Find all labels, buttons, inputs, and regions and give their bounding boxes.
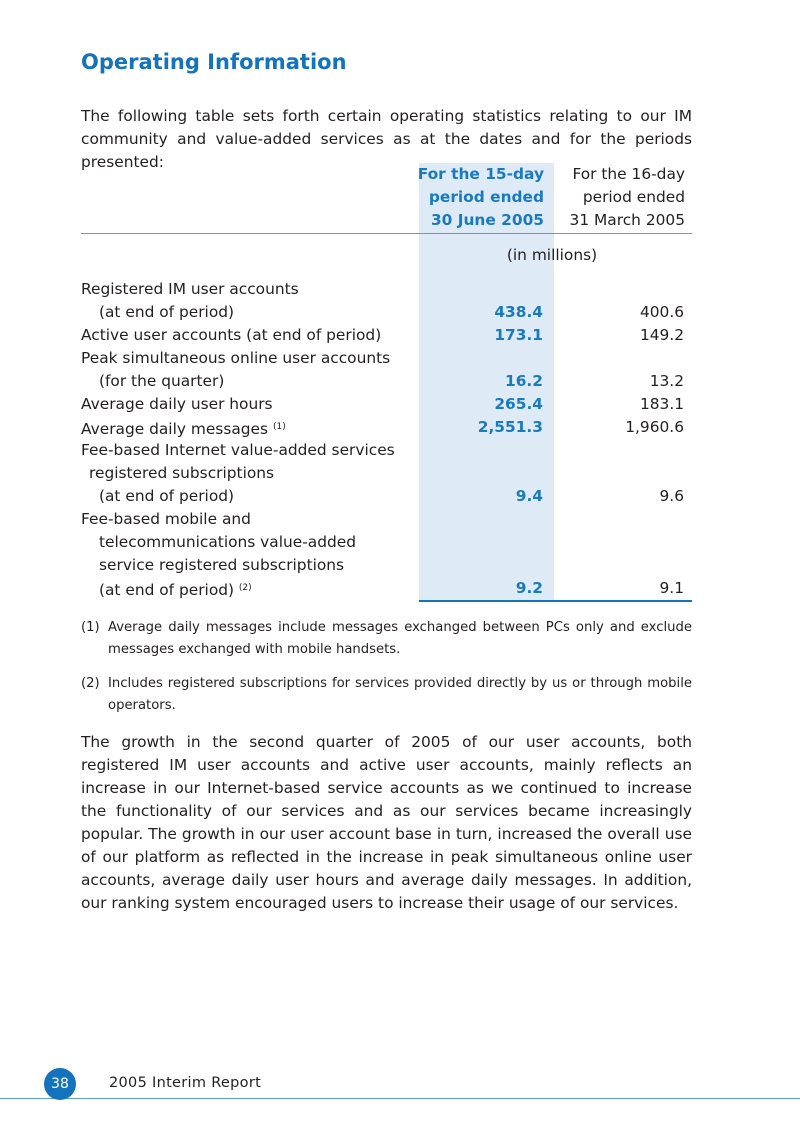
footnote-2-text: Includes registered subscriptions for services provided directly by us or through mobile operators. [108, 676, 692, 713]
table-row [81, 554, 692, 577]
footnote-2 [81, 673, 692, 717]
row-label [99, 554, 344, 577]
row-label-text: registered subscriptions [89, 464, 275, 482]
value-previous-period: 9.6 [659, 487, 684, 505]
row-label [99, 577, 252, 602]
table-bottom-rule [419, 600, 692, 602]
col-header-current [384, 163, 544, 232]
page-heading: Operating Information [81, 50, 347, 74]
value-previous-period: 13.2 [649, 372, 684, 390]
row-label [99, 485, 234, 508]
footnote-marker: (1) [272, 422, 286, 432]
operating-stats-table [81, 278, 692, 600]
value-previous-period: 1,960.6 [625, 418, 684, 436]
row-label [81, 508, 251, 531]
col-header-previous-line-2: period ended [582, 188, 685, 206]
row-label [99, 531, 356, 554]
footnote-1-text: Average daily messages include messages exchanged between PCs only and exclude messages exchanged with mobile handsets. [108, 620, 692, 657]
value-previous-period: 9.1 [659, 579, 684, 597]
col-header-current-line-1: For the 15-day [417, 165, 544, 183]
row-label-text: Fee-based Internet value-added services [81, 441, 395, 459]
col-header-previous-line-1: For the 16-day [572, 165, 685, 183]
table-units: (in millions) [506, 246, 598, 264]
footnote-2-number: (2) [81, 676, 100, 691]
table-row [81, 370, 692, 393]
footnote-marker: (2) [238, 583, 252, 593]
value-current-period: 173.1 [494, 326, 543, 344]
value-current-period: 16.2 [505, 372, 543, 390]
value-current-period: 265.4 [494, 395, 543, 413]
table-row [81, 324, 692, 347]
row-label [89, 462, 274, 485]
row-label [81, 324, 381, 347]
value-previous-period: 149.2 [639, 326, 684, 344]
table-row [81, 462, 692, 485]
table-header-rule [81, 233, 692, 234]
footnote-1 [81, 617, 692, 661]
row-label-text: Registered IM user accounts [81, 280, 299, 298]
row-label-text: Active user accounts (at end of period) [81, 326, 382, 344]
row-label [99, 301, 234, 324]
table-row [81, 416, 692, 439]
footnote-1-number: (1) [81, 620, 100, 635]
footer-title: 2005 Interim Report [109, 1075, 262, 1091]
page-number-badge: 38 [44, 1068, 76, 1100]
table-row [81, 439, 692, 462]
row-label-text: Average daily user hours [81, 395, 273, 413]
footer-rule [0, 1098, 800, 1099]
intro-paragraph: The following table sets forth certain operating statistics relating to our IM community and value-added services as at the dates and for the periods presented: [81, 107, 692, 171]
table-row [81, 508, 692, 531]
row-label [81, 416, 286, 441]
value-previous-period: 400.6 [639, 303, 684, 321]
table-row [81, 393, 692, 416]
table-row [81, 485, 692, 508]
table-row [81, 347, 692, 370]
row-label-text: (at end of period) [99, 581, 235, 599]
row-label-text: (at end of period) [99, 303, 235, 321]
value-current-period: 9.2 [515, 579, 543, 597]
row-label [81, 347, 390, 370]
row-label-text: (for the quarter) [99, 372, 225, 390]
col-header-previous [525, 163, 685, 232]
row-label-text: telecommunications value-added [99, 533, 356, 551]
row-label [99, 370, 224, 393]
col-header-previous-line-3: 31 March 2005 [569, 211, 685, 229]
table-row [81, 531, 692, 554]
row-label-text: (at end of period) [99, 487, 235, 505]
row-label-text: Fee-based mobile and [81, 510, 251, 528]
table-row [81, 301, 692, 324]
table-row [81, 577, 692, 600]
row-label [81, 439, 395, 462]
value-previous-period: 183.1 [639, 395, 684, 413]
closing-paragraph: The growth in the second quarter of 2005 of our user accounts, both registered IM user accounts and active user accounts, mainly reflects an increase in our Internet-based service accounts as we continued to increase the functionality of our services and as our services became increasingly popular. The growth in our user account base in turn, increased the overall use of our platform as reflected in the increase in peak simultaneous online user accounts, average daily user hours and average daily messages. In addition, our ranking system encouraged users to increase their usage of our services. [81, 733, 692, 912]
row-label-text: Peak simultaneous online user accounts [81, 349, 391, 367]
table-row [81, 278, 692, 301]
row-label [81, 278, 299, 301]
row-label [81, 393, 273, 416]
row-label-text: Average daily messages [81, 420, 269, 438]
value-current-period: 438.4 [494, 303, 543, 321]
row-label-text: service registered subscriptions [99, 556, 345, 574]
value-current-period: 9.4 [515, 487, 543, 505]
col-header-current-line-3: 30 June 2005 [430, 211, 544, 229]
col-header-current-line-2: period ended [428, 188, 544, 206]
value-current-period: 2,551.3 [477, 418, 543, 436]
